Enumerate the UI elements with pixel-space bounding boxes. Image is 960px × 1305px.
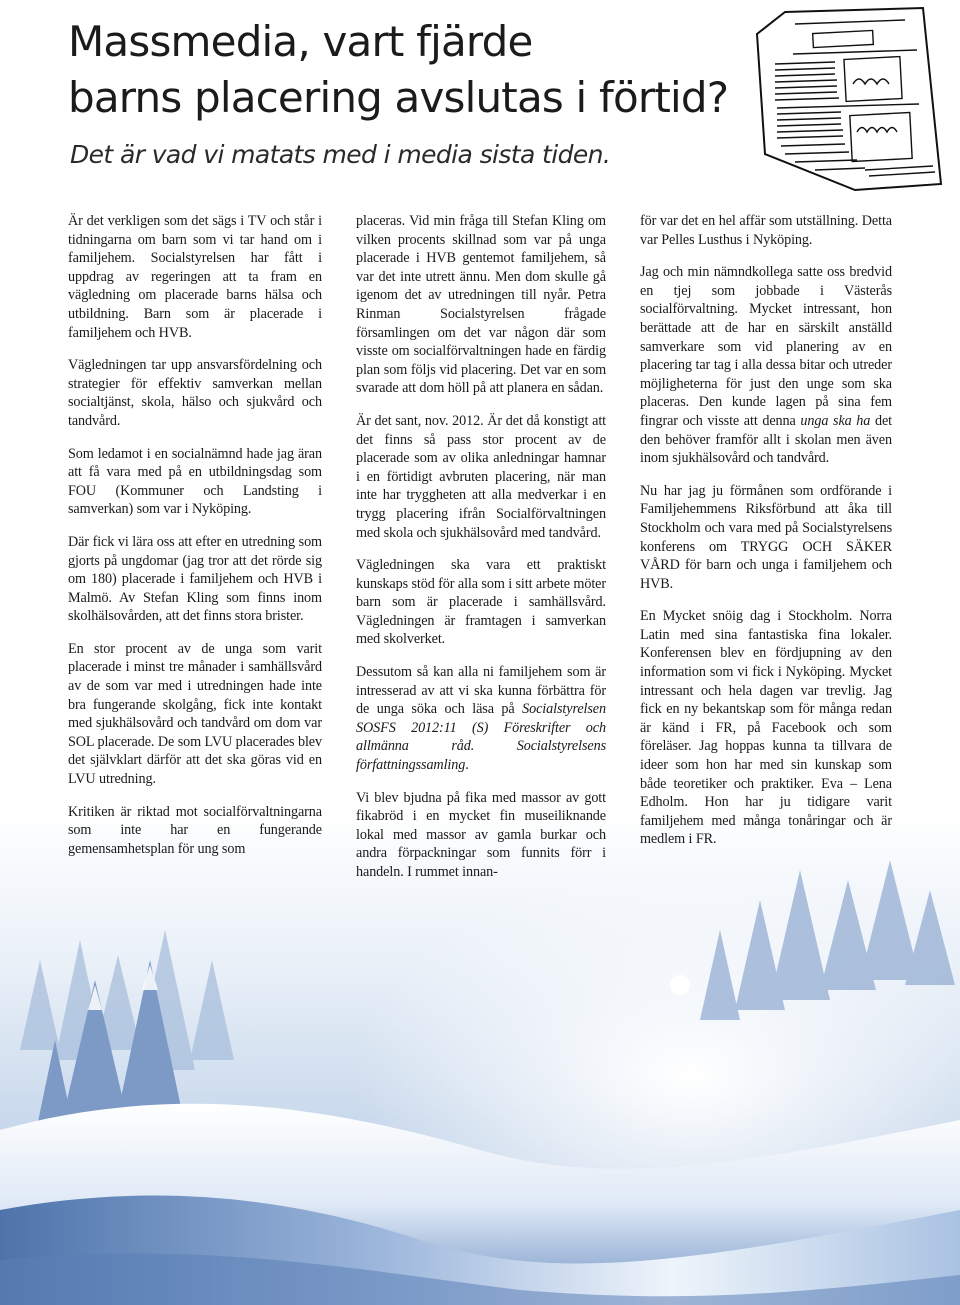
paragraph: Vägledningen ska vara ett praktiskt kunskaps stöd för alla som i sitt arbete möter barn som är placerade i samhällsvård. Vägledningen är framtagen i samverkan med skolverket. (356, 557, 606, 648)
paragraph: En stor procent av de unga som varit placerade i minst tre månader i samhällsvård av de som var med i utredningen hade inte bra fungerande skolgång, fick inte kontakt med sjukhälsovård och tandvård om dom var SOL placerade. De som LVU placerades blev det självklart därför att det ska göras vid en LVU utredning. (68, 640, 322, 788)
paragraph: Där fick vi lära oss att efter en utredning som gjorts på ungdomar (jag tror att det rörde sig om 180) placerade i familjehem och HVB i Malmö. Av Stefan Kling som finns inom skolhälsovården, att det finns stora brister. (68, 533, 322, 625)
paragraph: Nu har jag ju förmånen som ordförande i Familjehemmens Riksförbund att åka till Stockholm och vara med på Socialstyrelsens konferens om TRYGG OCH SÄKER VÅRD för barn och unga i familjehem och HVB. (640, 482, 892, 592)
article-column-2 (356, 212, 606, 896)
title-line-1: Massmedia, vart fjärde (68, 17, 533, 66)
title-line-2: barns placering avslutas i förtid? (68, 73, 729, 122)
paragraph (356, 663, 606, 775)
paragraph: Är det verkligen som det sägs i TV och står i tidningarna om barn som vi tar hand om i familjehem. Socialstyrelsen har fått i uppdrag av regeringen att ta fram en vägledning om placerade barns hälsa och utbildning. Barn som är placerade i familjehem och HVB. (68, 213, 322, 341)
paragraph: Vägledningen tar upp ansvarsfördelning och strategier för effektiv samverkan mellan socialtjänst, skola, hälso och sjukvård och tandvård. (68, 357, 322, 429)
paragraph: En Mycket snöig dag i Stockholm. Norra Latin med sina fantastiska fina lokaler. Konferensen blev en fördjupning av den information som vi fick i Nyköping. Mycket intressant och hela dagen var trevlig. Jag fick en ny bekantskap som för många redan är känd i FR, på Facebook och som föreläser. Jag hoppas kunna ta tillvara de ideer som hon har med sin kunskap som både teoretiker och praktiker. Eva – Lena Edholm. Hon har ju tidigare varit familjehem med många tonåringar och är medlem i FR. (640, 608, 892, 848)
paragraph-text: Dessutom så kan alla ni familjehem som är intresserad av att vi ska kunna förbättra för de unga söka och läsa på (356, 664, 606, 718)
emphasis: unga ska ha (800, 412, 871, 429)
page-subtitle: Det är vad vi matats med i media sista tiden. (70, 140, 611, 169)
paragraph: Som ledamot i en socialnämnd hade jag äran att få vara med på en utbildningsdag som FOU (Kommuner och Landsting i samverkan) som var i Nyköping. (68, 445, 322, 518)
paragraph-text: . (465, 757, 469, 774)
paragraph-text: Jag och min nämndkollega satte oss bredvid en tjej som jobbade i Västerås socialförvaltning. Mycket intressant, hon berättade att de har en särskilt anställd samverkare som vid planering av en placering tar tag i alla dessa bitar och utreder möjligheterna för just den unge som ska placeras. Den kunde lagen på sina fem fingrar och visste att denna (640, 264, 892, 429)
newspaper-icon (745, 4, 945, 196)
article-column-1 (68, 212, 322, 872)
paragraph-text: det den behöver framför allt i skolan men även inom sjukhälsovård och tandvård. (640, 412, 892, 467)
paragraph (640, 263, 892, 468)
page-title (68, 14, 728, 126)
paragraph: Vi blev bjudna på fika med massor av gott fikabröd i en mycket fin museiliknande lokal med massor av gamla burkar och andra förpackningar som funnits förr i handeln. I rummet innan- (356, 789, 606, 880)
paragraph: Kritiken är riktad mot socialförvaltningarna som inte har en fungerande gemensamhetsplan för ung som (68, 803, 322, 857)
paragraph: för var det en hel affär som utställning. Detta var Pelles Lusthus i Nyköping. (640, 213, 892, 248)
article-column-3 (640, 212, 892, 863)
regulation-reference: Socialstyrelsen SOSFS 2012:11 (S) Föreskrifter och allmänna råd. Socialstyrelsens författningssamling (356, 701, 606, 774)
paragraph: Är det sant, nov. 2012. Är det då konstigt att det finns så pass stor procent av de placerade som av olika anledningar hamnar i en förtidigt avbruten placering, när man inte har tryggheten att alla medverkar i en trygg placering ifrån Socialförvaltningen med skola och sjukhälsovård med tandvård. (356, 412, 606, 541)
paragraph: placeras. Vid min fråga till Stefan Kling om vilken procents skillnad som var på unga placerade i HVB gentemot familjehem, så var det inte utrett ännu. Men dom skulle gå igenom det av utredningen till nyår. Petra Rinman Socialstyrelsen frågade församlingen om det var någon där som visste om socialförvaltningen hade en färdig plan som följs vid placering. Det var en som svarade att dom höll på att planera en sådan. (356, 213, 606, 397)
